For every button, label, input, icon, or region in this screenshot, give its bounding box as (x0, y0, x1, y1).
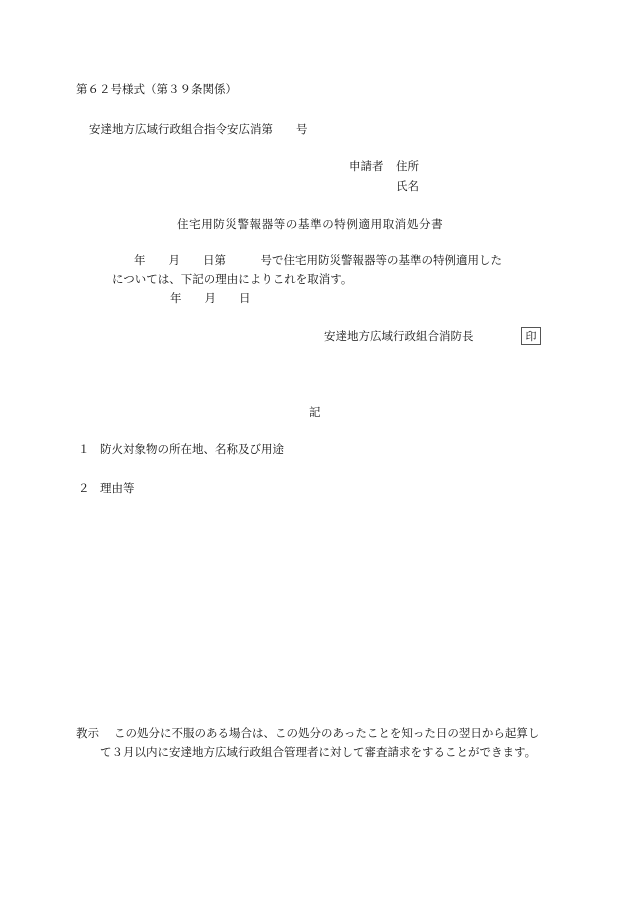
ki-heading: 記 (309, 405, 321, 419)
issuer-name: 安達地方広域行政組合消防長 (324, 329, 474, 343)
document-number: 安達地方広域行政組合指令安広消第 号 (89, 122, 308, 136)
body-line-1: 年 月 日第 号で住宅用防災警報器等の基準の特例適用した (134, 253, 502, 267)
item-1-text: 防火対象物の所在地、名称及び用途 (100, 442, 284, 456)
document-title: 住宅用防災警報器等の基準の特例適用取消処分書 (177, 217, 444, 231)
address-label: 住所 (396, 159, 419, 173)
body-date: 年 月 日 (170, 291, 251, 305)
item-1-number: １ (78, 442, 90, 456)
body-line-2: については、下記の理由によりこれを取消す。 (112, 272, 353, 286)
seal-box (521, 327, 541, 345)
applicant-label: 申請者 (349, 159, 384, 173)
name-label: 氏名 (396, 179, 419, 193)
item-2-text: 理由等 (100, 481, 135, 495)
notice-line-1: この処分に不服のある場合は、この処分のあったことを知った日の翌日から起算し (114, 726, 540, 740)
seal-text: 印 (525, 329, 537, 343)
item-2-number: ２ (78, 481, 90, 495)
notice-line-2: て３月以内に安達地方広域行政組合管理者に対して審査請求をすることができます。 (100, 745, 537, 759)
form-number: 第６２号様式（第３９条関係） (76, 82, 237, 96)
notice-label: 教示 (76, 726, 99, 740)
